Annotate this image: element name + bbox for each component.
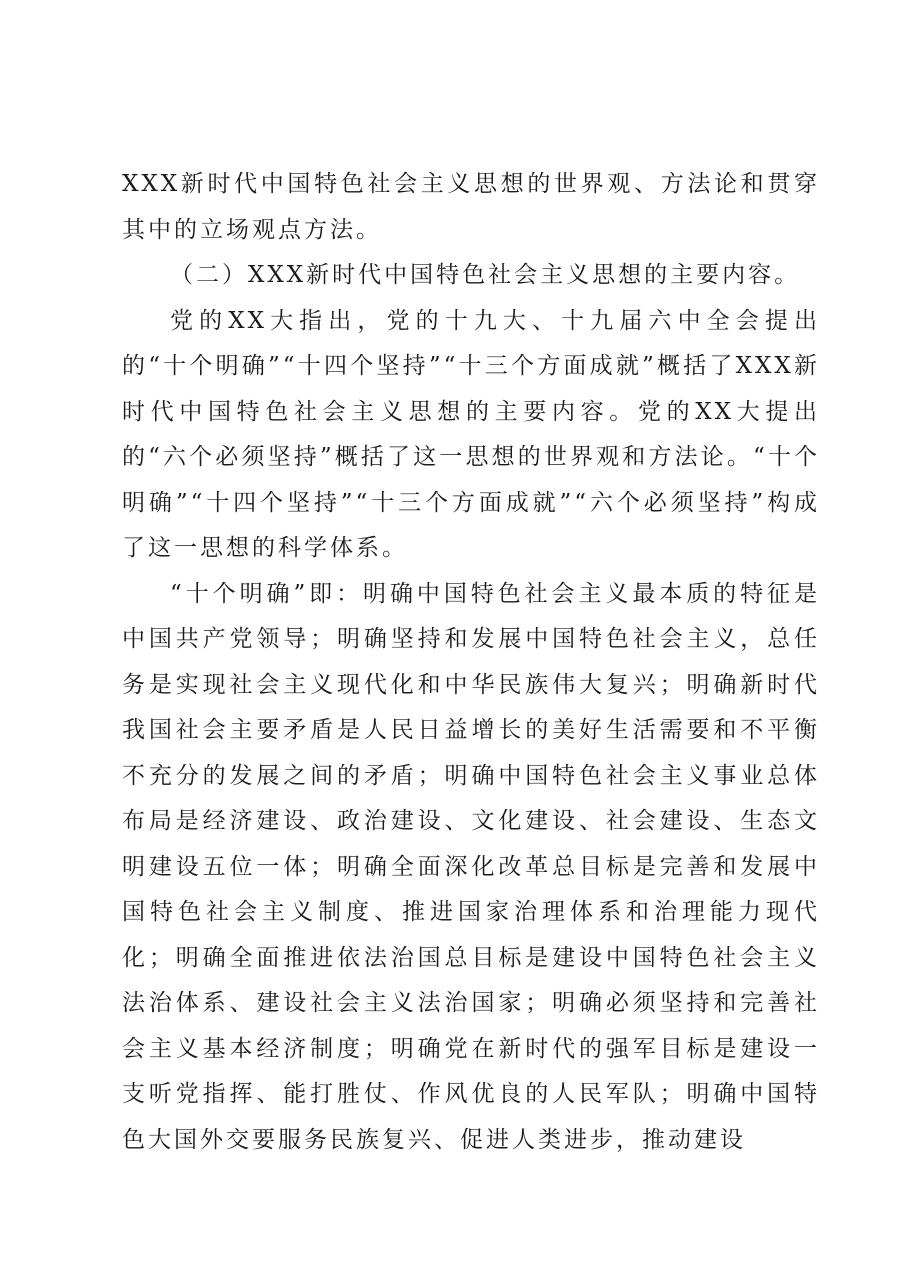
paragraph-main-content: 党的XX大指出，党的十九大、十九届六中全会提出的“十个明确”“十四个坚持”“十三个方面成就”概括了XXX新时代中国特色社会主义思想的主要内容。党的XX大提出的“六个必须坚持”概括了这一思想的世界观和方法论。“十个明确”“十四个坚持”“十三个方面成就”“六个必须坚持”构成了这一思想的科学体系。: [122, 307, 820, 561]
paragraph-continuation: XXX新时代中国特色社会主义思想的世界观、方法论和贯穿其中的立场观点方法。: [122, 171, 820, 243]
section-heading: （二）XXX新时代中国特色社会主义思想的主要内容。: [170, 262, 801, 288]
paragraph-ten-clarifications: “十个明确”即：明确中国特色社会主义最本质的特征是中国共产党领导；明确坚持和发展中国特色社会主义，总任务是实现社会主义现代化和中华民族伟大复兴；明确新时代我国社会主要矛盾是人民日益增长的美好生活需要和不平衡不充分的发展之间的矛盾；明确中国特色社会主义事业总体布局是经济建设、政治建设、文化建设、社会建设、生态文明建设五位一体；明确全面深化改革总目标是完善和发展中国特色社会主义制度、推进国家治理体系和治理能力现代化；明确全面推进依法治国总目标是建设中国特色社会主义法治体系、建设社会主义法治国家；明确必须坚持和完善社会主义基本经济制度；明确党在新时代的强军目标是建设一支听党指挥、能打胜仗、作风优良的人民军队；明确中国特色大国外交要服务民族复兴、促进人类进步，推动建设: [122, 580, 820, 1153]
document-body: [122, 162, 820, 1163]
